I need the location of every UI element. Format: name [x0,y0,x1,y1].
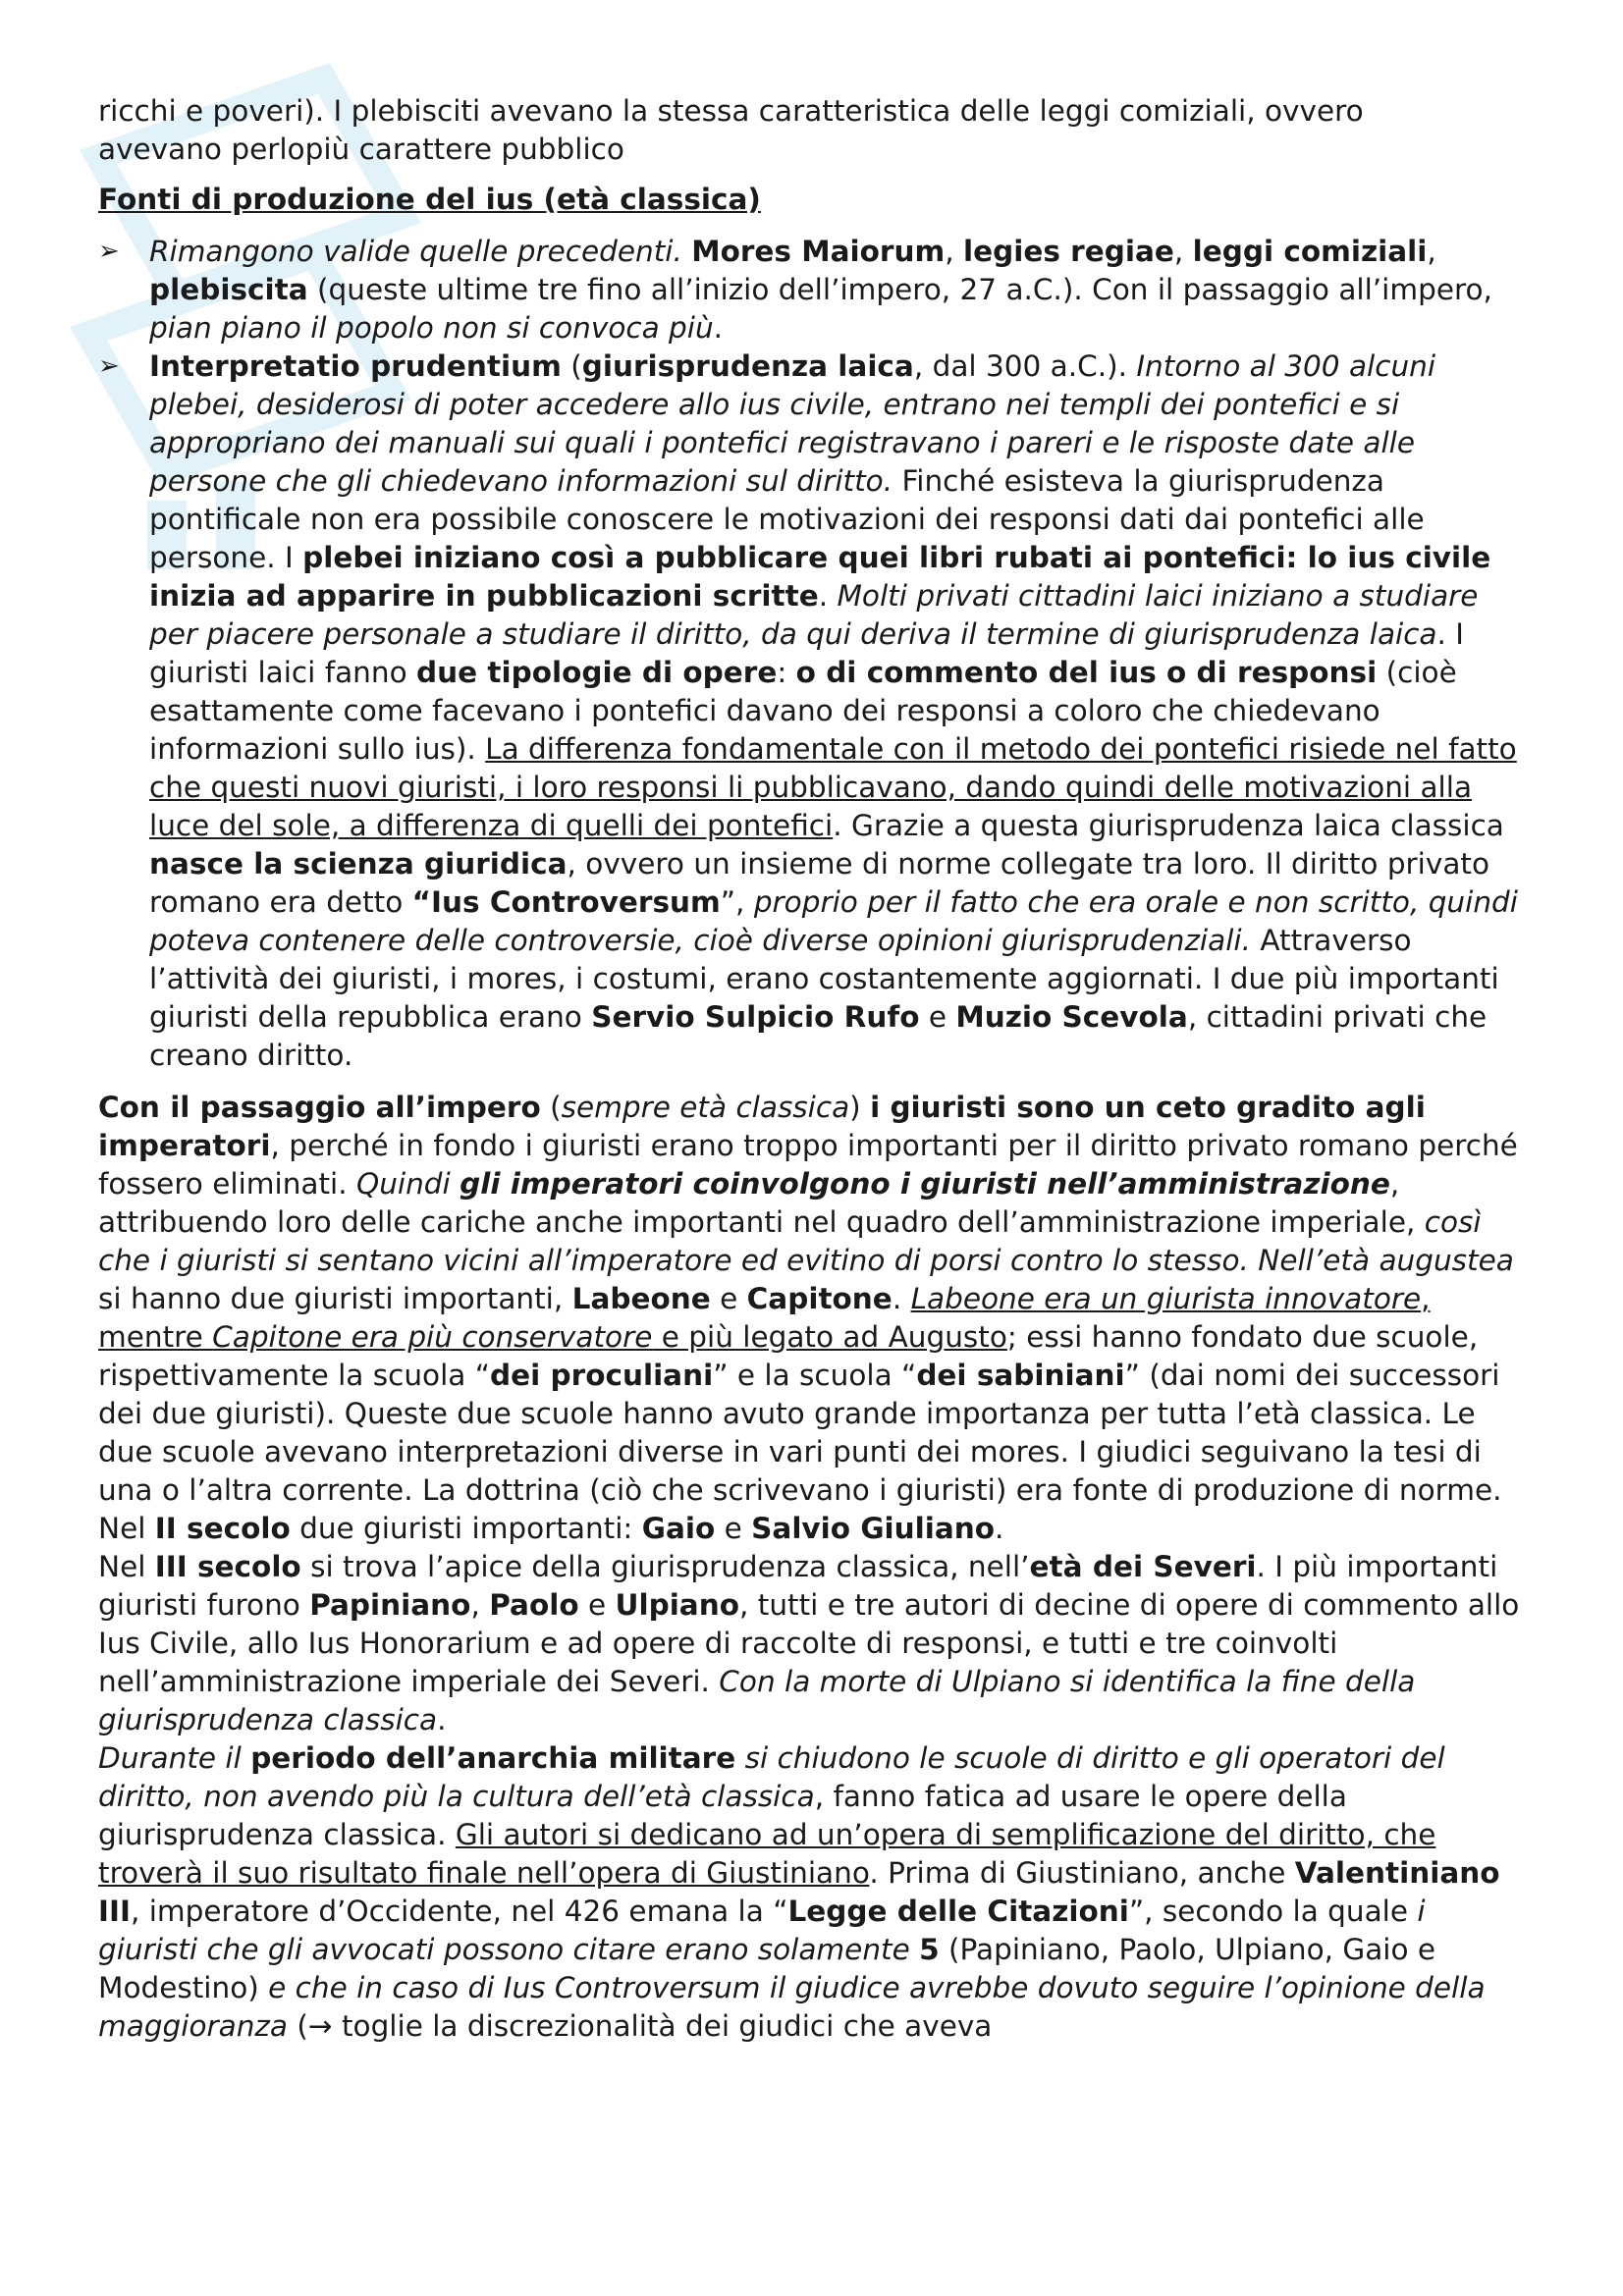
text-span [735,1741,744,1775]
text-span: così che i giuristi si sentano vicini all’imperatore ed evitino di porsi contro lo stesso. [98,1205,1482,1277]
text-span: due giuristi importanti: [290,1512,642,1545]
text-span: Gaio [641,1512,716,1545]
text-span: Attraverso l’attività dei giuristi, i mores, i costumi, erano costantemente aggiornati. I due più importanti giuristi della repubblica erano [149,924,1499,1034]
text-span: età dei Severi [1029,1550,1257,1583]
paragraph-impero [98,1089,1532,1510]
text-span: legies regiae [962,235,1174,268]
text-span: Ulpiano [615,1588,739,1622]
text-span: Quindi [356,1167,451,1201]
intro-line-2: avevano perlopiù carattere pubblico [98,133,624,166]
text-span: Capitone era più conservatore [212,1320,653,1354]
text-span: leggi comiziali [1192,235,1428,268]
text-span: Mores Maiorum [691,235,946,268]
paragraph-anarchia [98,1739,1532,2046]
text-span: ” (dai nomi dei successori dei due giuristi). Queste due scuole hanno avuto grande importanza per tutta l’età classica. Le due scuole avevano interpretazioni diverse in vari punti dei mores. I giudici seguivano la tesi di una o l’altra corrente. La dottrina (ciò che scrivevano i giuristi) era fonte di produzione di norme. [98,1359,1502,1507]
right-arrow-icon: → [307,2009,333,2043]
text-span: e più legato ad Augusto [652,1320,1007,1354]
text-span: Finché esisteva la giurisprudenza pontificale non era possibile conoscere le motivazioni dei responsi dati dai pontefici alle persone. I [149,464,1425,574]
text-span: Interpretatio prudentium [149,349,562,383]
text-span: , ovvero un insieme di norme collegate tra loro. Il diritto privato romano era detto [149,847,1490,919]
text-span: plebiscita [149,273,308,306]
text-span: ( [540,1091,562,1124]
text-span: (Papiniano, Paolo, Ulpiano, Gaio e Modestino) [98,1933,1436,2004]
text-span [682,235,691,268]
text-span: Valentiniano III [98,1856,1500,1928]
text-span: . I più importanti giuristi furono [98,1550,1498,1622]
text-span: Intorno al 300 alcuni plebei, desiderosi di poter accedere allo ius civile, entrano nei templi dei pontefici e si appropriano dei manuali sui quali i pontefici registravano i pareri e le risposte date alle persone che gli chiedevano informazioni sul diritto. [149,349,1436,498]
text-span: , attribuendo loro delle cariche anche importanti nel quadro dell’amministrazione imperiale, [98,1167,1425,1239]
intro-line-1: ricchi e poveri). I plebisciti avevano la stessa caratteristica delle leggi comiziali, ovvero [98,94,1364,128]
text-span: , perché in fondo i giuristi erano troppo importanti per il diritto privato romano perché fossero eliminati. [98,1129,1518,1201]
text-span: Durante il [98,1741,251,1775]
document-page [98,92,1532,2046]
text-span: pian piano il popolo non si convoca più [149,311,714,345]
text-span: o di commento del ius o di responsi [795,656,1378,689]
text-span: si chiudono le scuole di diritto e gli operatori del diritto, non avendo più la cultura dell’età classica [98,1741,1445,1813]
text-span: III secolo [154,1550,301,1583]
text-span: , fanno fatica ad usare le opere della giurisprudenza classica. [98,1780,1347,1851]
text-span: toglie la discrezionalità dei giudici che aveva [332,2009,993,2043]
text-span: dei proculiani [490,1359,714,1392]
text-span: si hanno due giuristi importanti, [98,1282,572,1315]
text-span: periodo dell’anarchia militare [250,1741,736,1775]
text-span: “Ius Controversum [411,885,721,919]
text-span: ( [561,349,582,383]
section-heading: Fonti di produzione del ius (età classica) [98,183,761,216]
text-span: e [710,1282,747,1315]
paragraph-iii-secolo [98,1548,1532,1739]
text-span: nasce la scienza giuridica [149,847,568,881]
text-span: , [470,1588,490,1622]
text-span [451,1167,460,1201]
text-span: proprio per il fatto che era orale e non scritto, quindi poteva contenere delle controversie, cioè diverse opinioni giurisprudenziali. [149,885,1518,957]
text-span: . Grazie a questa giurisprudenza laica classica [833,809,1504,842]
text-span: Muzio Scevola [955,1000,1188,1034]
arrowhead-bullet-icon: ➢ [98,351,120,381]
text-span: , tutti e tre autori di decine di opere di commento allo Ius Civile, allo Ius Honorarium e ad opere di raccolte di responsi, e tutti e tre coinvolti nell’amministrazione imperiale dei Severi. [98,1588,1520,1698]
text-span: ) [849,1091,871,1124]
text-span: ”, [720,885,754,919]
text-span: Gli autori si dedicano ad un’opera di semplificazione del diritto, che troverà il suo risultato finale nell’opera di Giustiniano [98,1818,1436,1890]
text-span: sempre età classica [561,1091,850,1124]
text-span: : [777,656,796,689]
text-span: e [919,1000,956,1034]
text-span: , [1427,235,1436,268]
bullet-list [98,233,1532,1075]
text-span: Nell’età augustea [1258,1244,1514,1277]
text-span: Con la morte di Ulpiano si identifica la fine della giurisprudenza classica [98,1665,1416,1736]
text-span: i giuristi che gli avvocati possono citare erano solamente [98,1895,1426,1966]
text-span: . I giuristi laici fanno [149,617,1464,689]
text-span: Servio Sulpicio Rufo [591,1000,920,1034]
text-span: Paolo [489,1588,579,1622]
text-span: e [715,1512,752,1545]
text-span: La differenza fondamentale con il metodo dei pontefici risiede nel fatto che questi nuovi giuristi, i loro responsi li pubblicavano, dando quindi delle motivazioni alla luce del sole, a differenza di quelli dei pontefici [149,732,1517,842]
text-span: Labeone era un giurista innovatore [910,1282,1422,1315]
text-span: Salvio Giuliano [751,1512,996,1545]
text-span: Papiniano [309,1588,471,1622]
paragraph-ii-secolo [98,1510,1532,1548]
text-span: ; essi hanno fondato due scuole, rispettivamente la scuola “ [98,1320,1479,1392]
text-span: ” e la scuola “ [713,1359,917,1392]
text-span: (queste ultime tre fino all’inizio dell’impero, 27 a.C.). Con il passaggio all’impero, [307,273,1492,306]
text-span: e [578,1588,616,1622]
text-span: Nel [98,1550,155,1583]
bullet-item-interpretatio [98,347,1532,1075]
text-span: , cittadini privati che creano diritto. [149,1000,1488,1072]
text-span: Molti privati cittadini laici iniziano a studiare per piacere personale a studiare il diritto, da qui deriva il termine di giurisprudenza laica [149,579,1479,651]
text-span: ( [287,2009,308,2043]
text-span: dei sabiniani [916,1359,1125,1392]
text-span: i giuristi sono un ceto gradito agli imperatori [98,1091,1426,1162]
text-span: Con il passaggio all’impero [98,1091,541,1124]
text-span: , [1173,235,1193,268]
text-span: gli imperatori coinvolgono i giuristi nell’amministrazione [460,1167,1390,1201]
text-span: due tipologie di opere [416,656,778,689]
text-span: . [713,311,724,345]
text-span: Capitone [746,1282,893,1315]
text-span [910,1933,919,1966]
text-span: Nel [98,1512,155,1545]
text-span: (cioè esattamente come facevano i pontefici davano dei responsi a coloro che chiedevano informazioni sullo ius). [149,656,1457,766]
text-span: 5 [919,1933,940,1966]
text-span: Legge delle Citazioni [787,1895,1129,1928]
text-span: plebei iniziano così a pubblicare quei libri rubati ai pontefici: lo ius civile inizia ad apparire in pubblicazioni scritte [149,541,1491,613]
text-span: , [945,235,963,268]
text-span: . Prima di Giustiniano, anche [869,1856,1295,1890]
text-span: ”, secondo la quale [1128,1895,1418,1928]
text-span: , mentre [98,1282,1431,1354]
text-span: e che in caso di Ius Controversum il giudice avrebbe dovuto seguire l’opinione della maggioranza [98,1971,1486,2043]
arrowhead-bullet-icon: ➢ [98,237,120,266]
text-span: II secolo [154,1512,291,1545]
text-span: . [818,579,838,613]
text-span: . [437,1703,447,1736]
text-span: si trova l’apice della giurisprudenza classica, nell’ [300,1550,1030,1583]
text-span: Labeone [571,1282,711,1315]
text-span: . [995,1512,1004,1545]
intro-paragraph [98,92,1532,169]
text-span: Rimangono valide quelle precedenti. [149,235,682,268]
text-span: , imperatore d’Occidente, nel 426 emana la “ [130,1895,788,1928]
text-span [1249,1244,1258,1277]
bullet-item-fonti [98,233,1532,347]
text-span: . [892,1282,911,1315]
text-span: , dal 300 a.C.). [913,349,1137,383]
text-span: giurisprudenza laica [581,349,914,383]
